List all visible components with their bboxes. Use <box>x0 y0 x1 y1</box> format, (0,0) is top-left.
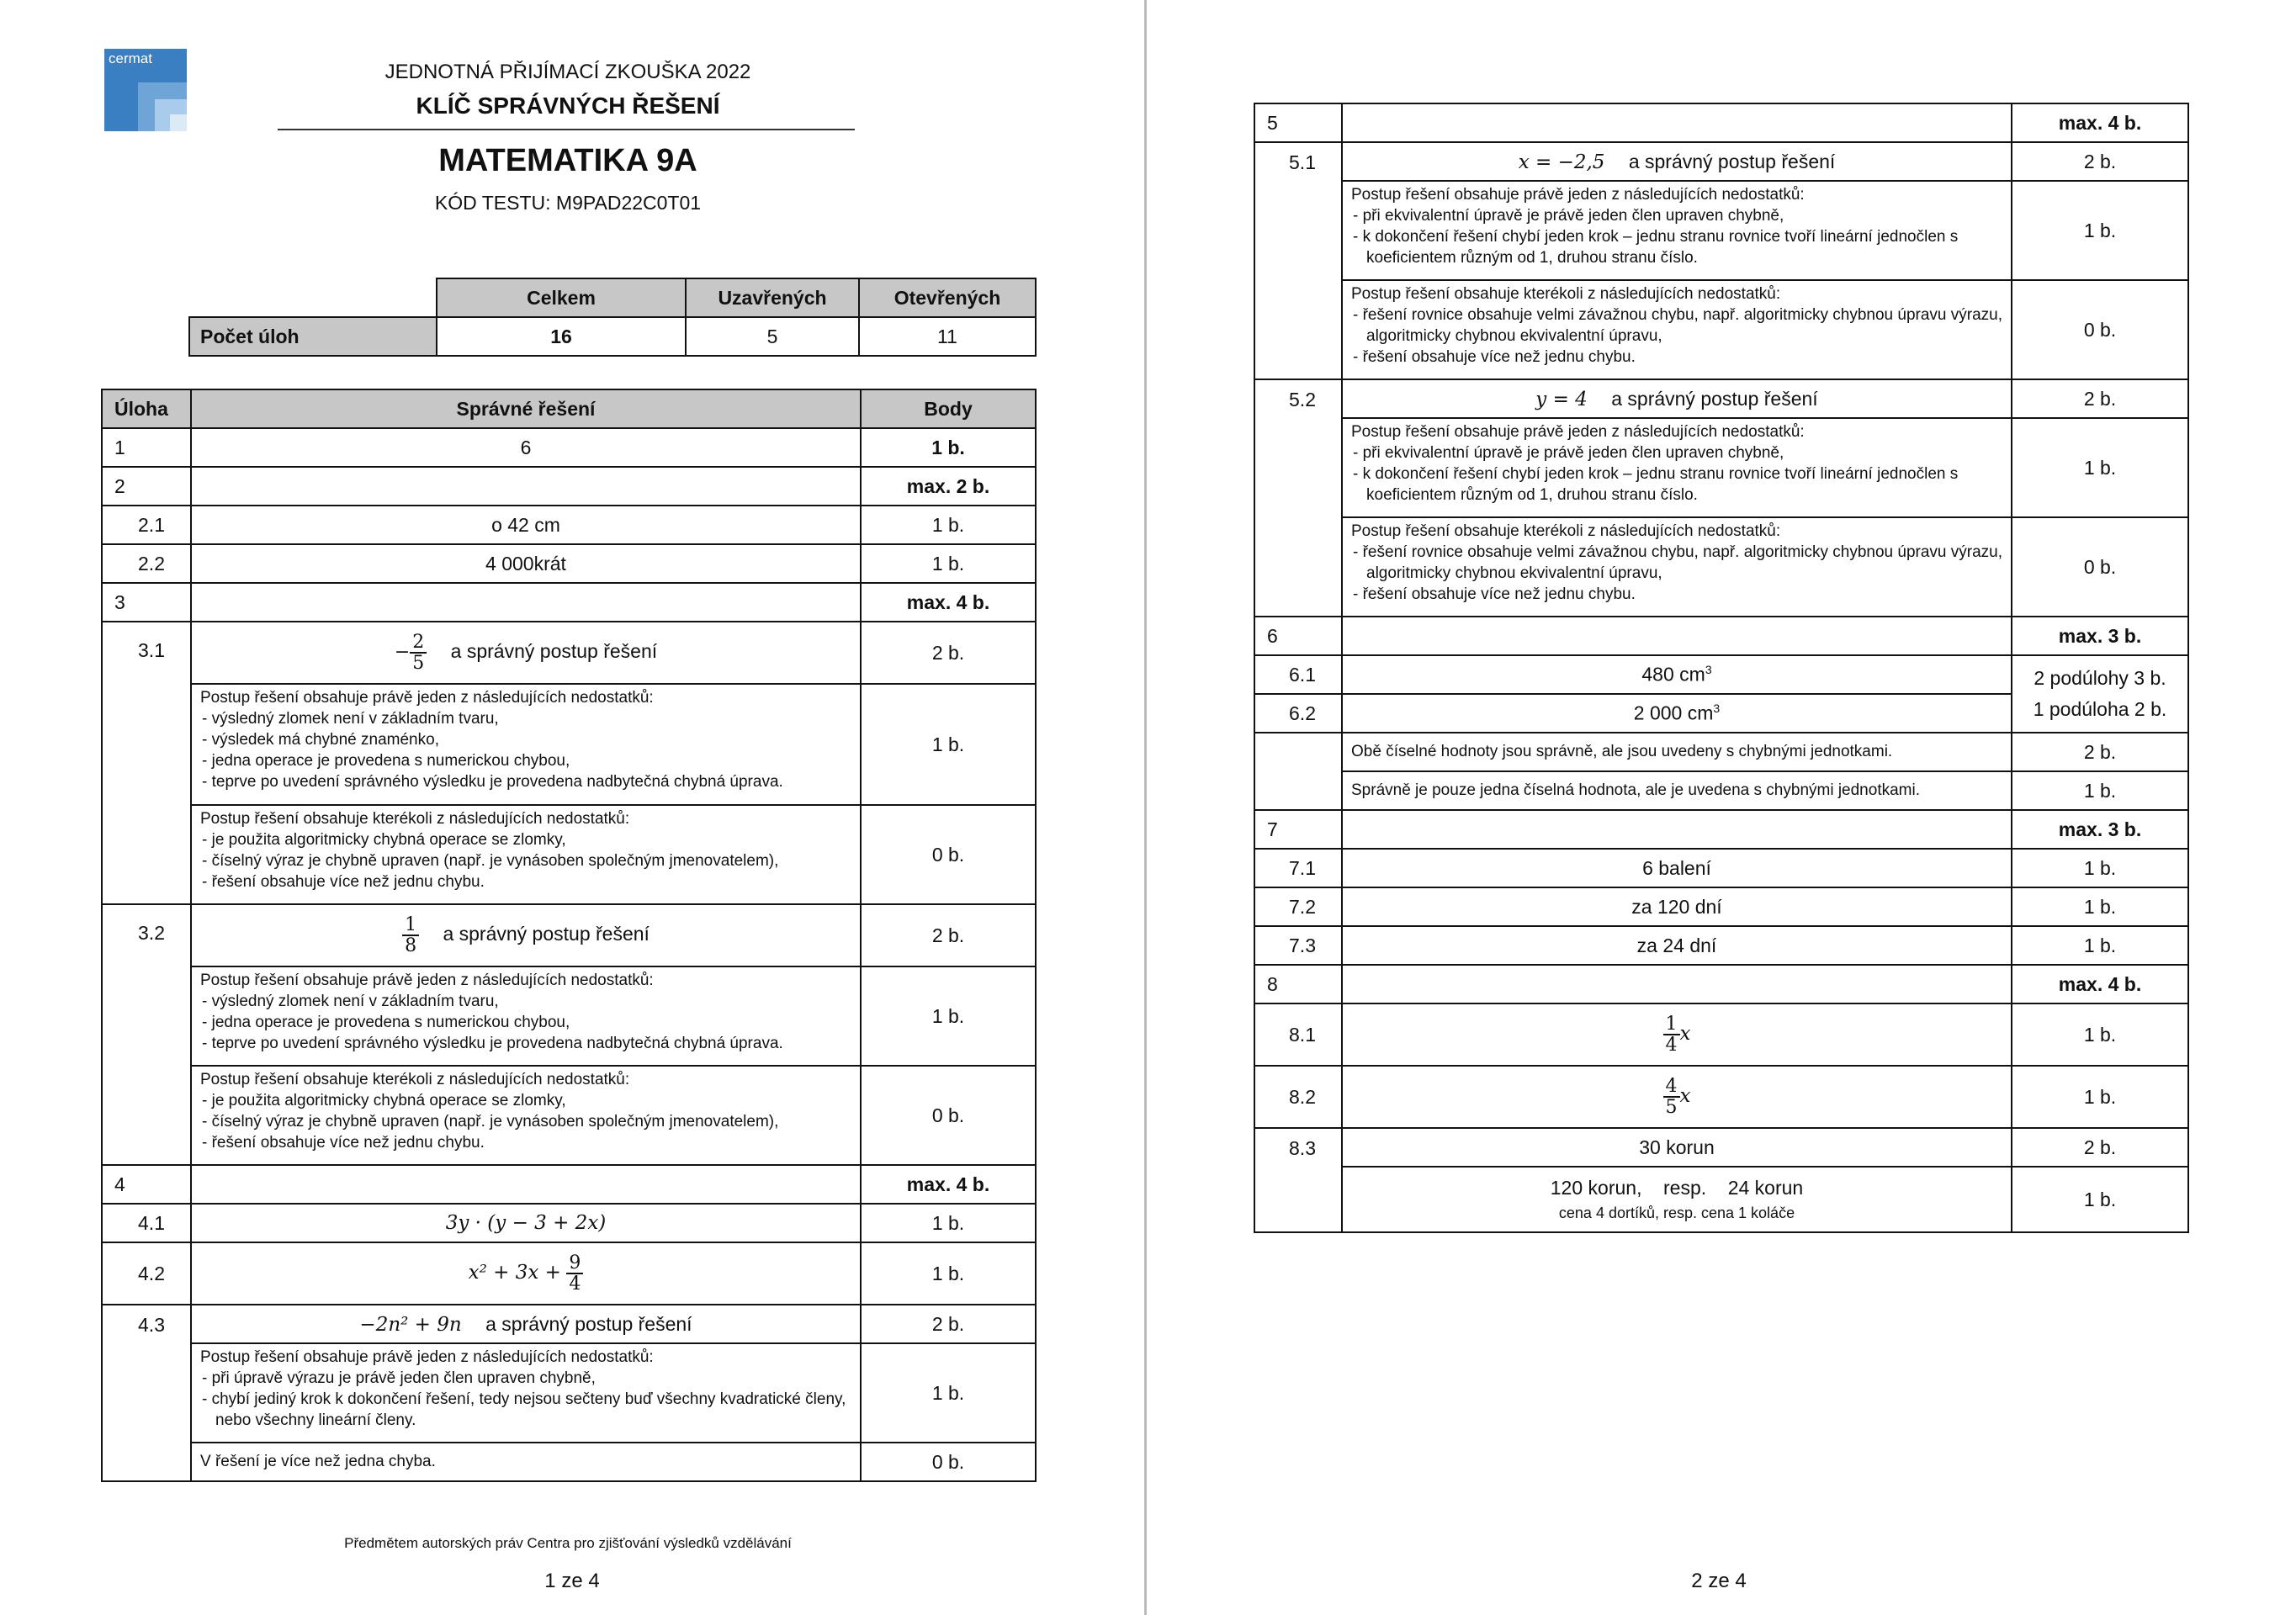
points: max. 4 b. <box>2012 103 2188 142</box>
table-row <box>1254 771 2188 810</box>
cermat-logo <box>104 49 187 131</box>
task-num: 8.3 <box>1254 1128 1342 1232</box>
col-points: Body <box>861 389 1036 428</box>
points: 0 b. <box>2012 517 2188 617</box>
points-line: 1 podúloha 2 b. <box>2033 698 2167 720</box>
summary-col-closed: Uzavřených <box>686 278 859 317</box>
fraction <box>1663 1077 1680 1117</box>
points: 1 b. <box>2012 771 2188 810</box>
note-item: - jedna operace je provedena s numerickou chybou, <box>202 752 570 770</box>
task-num: 2.2 <box>102 544 191 583</box>
points: 1 b. <box>2012 181 2188 280</box>
task-num: 6 <box>1254 617 1342 655</box>
note-item: - řešení obsahuje více než jednu chybu. <box>202 1134 485 1152</box>
task-num: 4.2 <box>102 1242 191 1305</box>
task-num: 5.1 <box>1254 142 1342 379</box>
criteria-note: V řešení je více než jedna chyba. <box>191 1443 861 1481</box>
points: 1 b. <box>2012 1167 2188 1232</box>
table-row <box>1254 926 2188 965</box>
summary-closed: 5 <box>686 317 859 356</box>
points: 1 b. <box>2012 887 2188 926</box>
denominator: 5 <box>412 653 425 674</box>
page-1 <box>0 0 1144 1615</box>
points: max. 3 b. <box>2012 617 2188 655</box>
points: max. 4 b. <box>861 1165 1036 1204</box>
points: 1 b. <box>861 1242 1036 1305</box>
logo-text: cermat <box>109 50 152 66</box>
points: 1 b. <box>861 428 1036 467</box>
note-item: - jedna operace je provedena s numerickou chybou, <box>202 1014 570 1032</box>
solution-text: 480 cm <box>1641 663 1705 686</box>
summary-col-total: Celkem <box>437 278 686 317</box>
criteria-note <box>1342 181 2012 280</box>
note-head: Postup řešení obsahuje právě jeden z následujících nedostatků: <box>1351 423 1805 441</box>
expression: y = 4 <box>1535 388 1588 410</box>
table-row <box>102 622 1036 684</box>
task-num: 2.1 <box>102 506 191 544</box>
task-num: 3 <box>102 583 191 622</box>
table-row <box>102 1066 1036 1165</box>
table-row <box>1254 181 2188 280</box>
numerator: 2 <box>410 633 427 654</box>
solution <box>191 1305 861 1343</box>
table-row <box>1254 655 2188 694</box>
table-row <box>102 583 1036 622</box>
note-item: - k dokončení řešení chybí jeden krok – jednu stranu rovnice tvoří lineární jednočlen s koeficientem různým od 1, druhou stranu číslo. <box>1353 465 1959 505</box>
table-row <box>1254 887 2188 926</box>
solution-text: 120 korun, resp. 24 korun <box>1550 1177 1804 1199</box>
note-item: - číselný výraz je chybně upraven (např. je vynásoben společným jmenovatelem), <box>202 852 779 871</box>
solution-text: 2 000 cm <box>1633 702 1714 724</box>
points: 1 b. <box>861 966 1036 1066</box>
solution <box>191 622 861 684</box>
criteria-note: Obě číselné hodnoty jsou správně, ale jsou uvedeny s chybnými jednotkami. <box>1342 733 2012 771</box>
criteria-note <box>191 805 861 904</box>
points: 2 b. <box>2012 379 2188 418</box>
fraction <box>566 1253 583 1294</box>
note-item: - je použita algoritmicky chybná operace se zlomky, <box>202 1092 566 1110</box>
table-row <box>1254 733 2188 771</box>
points <box>2012 655 2188 733</box>
task-num: 4 <box>102 1165 191 1204</box>
numerator: 1 <box>1663 1014 1680 1035</box>
table-row <box>1254 1167 2188 1232</box>
table-row <box>102 1305 1036 1343</box>
task-num: 8 <box>1254 965 1342 1003</box>
table-row <box>102 966 1036 1066</box>
table-row <box>102 1343 1036 1443</box>
expression: x² + 3x + <box>468 1262 561 1284</box>
task-num: 4.3 <box>102 1305 191 1481</box>
note-item: - při ekvivalentní úpravě je právě jeden člen upraven chybně, <box>1353 444 1784 463</box>
table-row <box>1254 849 2188 887</box>
note-item: - je použita algoritmicky chybná operace se zlomky, <box>202 831 566 850</box>
points: 1 b. <box>2012 1066 2188 1128</box>
table-row <box>1254 142 2188 181</box>
fraction <box>410 633 427 673</box>
table-row <box>1254 1066 2188 1128</box>
table-row <box>102 506 1036 544</box>
page-number: 1 ze 4 <box>544 1570 600 1592</box>
table-row <box>102 467 1036 506</box>
note-item: - výsledek má chybné znaménko, <box>202 731 439 749</box>
points: 0 b. <box>2012 280 2188 379</box>
page-2 <box>1147 0 2296 1615</box>
points: 1 b. <box>861 1204 1036 1242</box>
points: 1 b. <box>861 684 1036 805</box>
solution: 3y · (y − 3 + 2x) <box>191 1204 861 1242</box>
points: 1 b. <box>861 544 1036 583</box>
numerator: 9 <box>566 1253 583 1274</box>
solution <box>1342 1066 2012 1128</box>
criteria-note <box>191 966 861 1066</box>
task-num: 8.1 <box>1254 1003 1342 1066</box>
numerator: 1 <box>402 915 419 936</box>
criteria-note <box>1342 280 2012 379</box>
note-head: Postup řešení obsahuje právě jeden z následujících nedostatků: <box>200 1348 654 1366</box>
points: max. 4 b. <box>2012 965 2188 1003</box>
table-row <box>102 1165 1036 1204</box>
note-item: - řešení obsahuje více než jednu chybu. <box>202 873 485 892</box>
table-row <box>102 684 1036 805</box>
summary-open: 11 <box>859 317 1036 356</box>
table-row <box>1254 965 2188 1003</box>
variable: x <box>1679 1023 1691 1046</box>
points: 2 b. <box>861 622 1036 684</box>
solution <box>1342 965 2012 1003</box>
task-num: 7.2 <box>1254 887 1342 926</box>
note-item: - řešení rovnice obsahuje velmi závažnou chybu, např. algoritmicky chybnou úpravu výrazu, algoritmicky chybnou ekvivalentní úpravu, <box>1353 543 2002 583</box>
note-head: Postup řešení obsahuje kterékoli z následujících nedostatků: <box>200 810 630 828</box>
note-item: - řešení rovnice obsahuje velmi závažnou chybu, např. algoritmicky chybnou úpravu výrazu, algoritmicky chybnou ekvivalentní úpravu, <box>1353 306 2002 346</box>
solution <box>1342 1167 2012 1232</box>
task-num: 7.3 <box>1254 926 1342 965</box>
expression: x = −2,5 <box>1518 151 1605 173</box>
test-code: KÓD TESTU: M9PAD22C0T01 <box>434 192 702 214</box>
col-task: Úloha <box>102 389 191 428</box>
task-num: 8.2 <box>1254 1066 1342 1128</box>
points: 1 b. <box>2012 418 2188 517</box>
summary-row-label: Počet úloh <box>189 317 437 356</box>
note-item: - chybí jediný krok k dokončení řešení, tedy nejsou sečteny buď všechny kvadratické členy, nebo všechny lineární členy. <box>202 1390 846 1430</box>
unit-exponent: 3 <box>1705 663 1712 677</box>
points: 1 b. <box>861 1343 1036 1443</box>
solution <box>191 467 861 506</box>
points: 2 b. <box>2012 1128 2188 1167</box>
solution-text: a správný postup řešení <box>485 1312 692 1335</box>
solution-text: a správný postup řešení <box>443 923 650 945</box>
table-row <box>102 1204 1036 1242</box>
table-row <box>102 1242 1036 1305</box>
solution-text: a správný postup řešení <box>1628 150 1836 172</box>
note-head: Postup řešení obsahuje právě jeden z následujících nedostatků: <box>1351 186 1805 204</box>
points: max. 4 b. <box>861 583 1036 622</box>
note-item: - řešení obsahuje více než jednu chybu. <box>1353 348 1636 367</box>
criteria-note <box>191 1343 861 1443</box>
minus-sign: − <box>394 642 411 664</box>
col-solution: Správné řešení <box>191 389 861 428</box>
table-row <box>102 805 1036 904</box>
table-row <box>1254 418 2188 517</box>
solution-note: cena 4 dortíků, resp. cena 1 koláče <box>1558 1205 1795 1221</box>
task-num <box>1254 733 1342 810</box>
solution <box>1342 103 2012 142</box>
note-item: - k dokončení řešení chybí jeden krok – jednu stranu rovnice tvoří lineární jednočlen s koeficientem různým od 1, druhou stranu číslo. <box>1353 228 1959 267</box>
solution-text: a správný postup řešení <box>1611 387 1818 410</box>
solution <box>1342 142 2012 181</box>
solution: 4 000krát <box>191 544 861 583</box>
solution <box>1342 379 2012 418</box>
solution <box>191 1242 861 1305</box>
points: 1 b. <box>2012 926 2188 965</box>
copyright-note: Předmětem autorských práv Centra pro zjišťování výsledků vzdělávání <box>344 1535 792 1551</box>
denominator: 5 <box>1665 1097 1678 1118</box>
points: max. 3 b. <box>2012 810 2188 849</box>
task-num: 6.1 <box>1254 655 1342 694</box>
table-row <box>102 544 1036 583</box>
solution: za 120 dní <box>1342 887 2012 926</box>
solutions-table-page1 <box>101 389 1037 1482</box>
table-row <box>102 904 1036 966</box>
task-num: 7.1 <box>1254 849 1342 887</box>
note-head: Postup řešení obsahuje právě jeden z následujících nedostatků: <box>200 689 654 707</box>
summary-corner <box>189 278 437 317</box>
table-row <box>1254 379 2188 418</box>
table-row <box>1254 280 2188 379</box>
exam-name: JEDNOTNÁ PŘIJÍMACÍ ZKOUŠKA 2022 <box>384 61 751 83</box>
denominator: 4 <box>1665 1035 1678 1056</box>
solution: 30 korun <box>1342 1128 2012 1167</box>
points-line: 2 podúlohy 3 b. <box>2034 667 2166 690</box>
page-number: 2 ze 4 <box>1691 1570 1747 1592</box>
table-row <box>1254 1128 2188 1167</box>
solution <box>1342 810 2012 849</box>
table-row <box>102 428 1036 467</box>
points: 1 b. <box>2012 1003 2188 1066</box>
task-num: 5 <box>1254 103 1342 142</box>
solution: za 24 dní <box>1342 926 2012 965</box>
fraction <box>402 915 419 956</box>
criteria-note: Správně je pouze jedna číselná hodnota, ale je uvedena s chybnými jednotkami. <box>1342 771 2012 810</box>
task-num: 6.2 <box>1254 694 1342 733</box>
table-row <box>102 1443 1036 1481</box>
note-item: - číselný výraz je chybně upraven (např. je vynásoben společným jmenovatelem), <box>202 1113 779 1131</box>
note-item: - výsledný zlomek není v základním tvaru, <box>202 710 499 728</box>
points: 0 b. <box>861 805 1036 904</box>
points: 1 b. <box>861 506 1036 544</box>
points: 2 b. <box>2012 733 2188 771</box>
header-rule <box>278 129 855 130</box>
solution <box>1342 1003 2012 1066</box>
table-row <box>1254 517 2188 617</box>
key-title: KLÍČ SPRÁVNÝCH ŘEŠENÍ <box>416 93 720 119</box>
task-num: 4.1 <box>102 1204 191 1242</box>
points: 2 b. <box>861 1305 1036 1343</box>
task-num: 1 <box>102 428 191 467</box>
table-row <box>1254 1003 2188 1066</box>
solution: 6 <box>191 428 861 467</box>
criteria-note <box>1342 517 2012 617</box>
note-item: - teprve po uvedení správného výsledku je provedena nadbytečná chybná úprava. <box>202 1035 783 1053</box>
solution <box>191 1165 861 1204</box>
note-item: - při úpravě výrazu je právě jeden člen upraven chybně, <box>202 1369 596 1388</box>
solution <box>191 904 861 966</box>
note-item: - teprve po uvedení správného výsledku je provedena nadbytečná chybná úprava. <box>202 773 783 792</box>
variable: x <box>1679 1085 1691 1108</box>
task-num: 7 <box>1254 810 1342 849</box>
solution <box>191 583 861 622</box>
points: 0 b. <box>861 1443 1036 1481</box>
solution <box>1342 617 2012 655</box>
criteria-note <box>1342 418 2012 517</box>
note-item: - při ekvivalentní úpravě je právě jeden člen upraven chybně, <box>1353 207 1784 225</box>
table-row <box>1254 103 2188 142</box>
numerator: 4 <box>1663 1077 1680 1098</box>
task-num: 2 <box>102 467 191 506</box>
task-num: 3.2 <box>102 904 191 1165</box>
solution: 6 balení <box>1342 849 2012 887</box>
summary-total: 16 <box>437 317 686 356</box>
denominator: 8 <box>405 935 417 956</box>
note-head: Postup řešení obsahuje kterékoli z následujících nedostatků: <box>200 1071 630 1088</box>
summary-table <box>188 278 1037 357</box>
solution-text: a správný postup řešení <box>450 640 658 663</box>
criteria-note <box>191 1066 861 1165</box>
solution: o 42 cm <box>191 506 861 544</box>
table-row <box>1254 810 2188 849</box>
solutions-table-page2 <box>1254 103 2189 1233</box>
summary-col-open: Otevřených <box>859 278 1036 317</box>
criteria-note <box>191 684 861 805</box>
subject-title: MATEMATIKA 9A <box>438 143 697 178</box>
note-head: Postup řešení obsahuje právě jeden z následujících nedostatků: <box>200 972 654 989</box>
solution <box>1342 655 2012 694</box>
note-head: Postup řešení obsahuje kterékoli z následujících nedostatků: <box>1351 522 1781 540</box>
note-head: Postup řešení obsahuje kterékoli z následujících nedostatků: <box>1351 285 1781 303</box>
points: 1 b. <box>2012 849 2188 887</box>
points: 2 b. <box>2012 142 2188 181</box>
denominator: 4 <box>569 1273 581 1295</box>
note-item: - výsledný zlomek není v základním tvaru, <box>202 993 499 1011</box>
points: 0 b. <box>861 1066 1036 1165</box>
note-item: - řešení obsahuje více než jednu chybu. <box>1353 585 1636 604</box>
points: max. 2 b. <box>861 467 1036 506</box>
solution <box>1342 694 2012 733</box>
fraction <box>1663 1014 1680 1055</box>
task-num: 5.2 <box>1254 379 1342 617</box>
task-num: 3.1 <box>102 622 191 904</box>
table-row <box>1254 617 2188 655</box>
unit-exponent: 3 <box>1713 702 1721 716</box>
expression: −2n² + 9n <box>359 1313 462 1336</box>
points: 2 b. <box>861 904 1036 966</box>
